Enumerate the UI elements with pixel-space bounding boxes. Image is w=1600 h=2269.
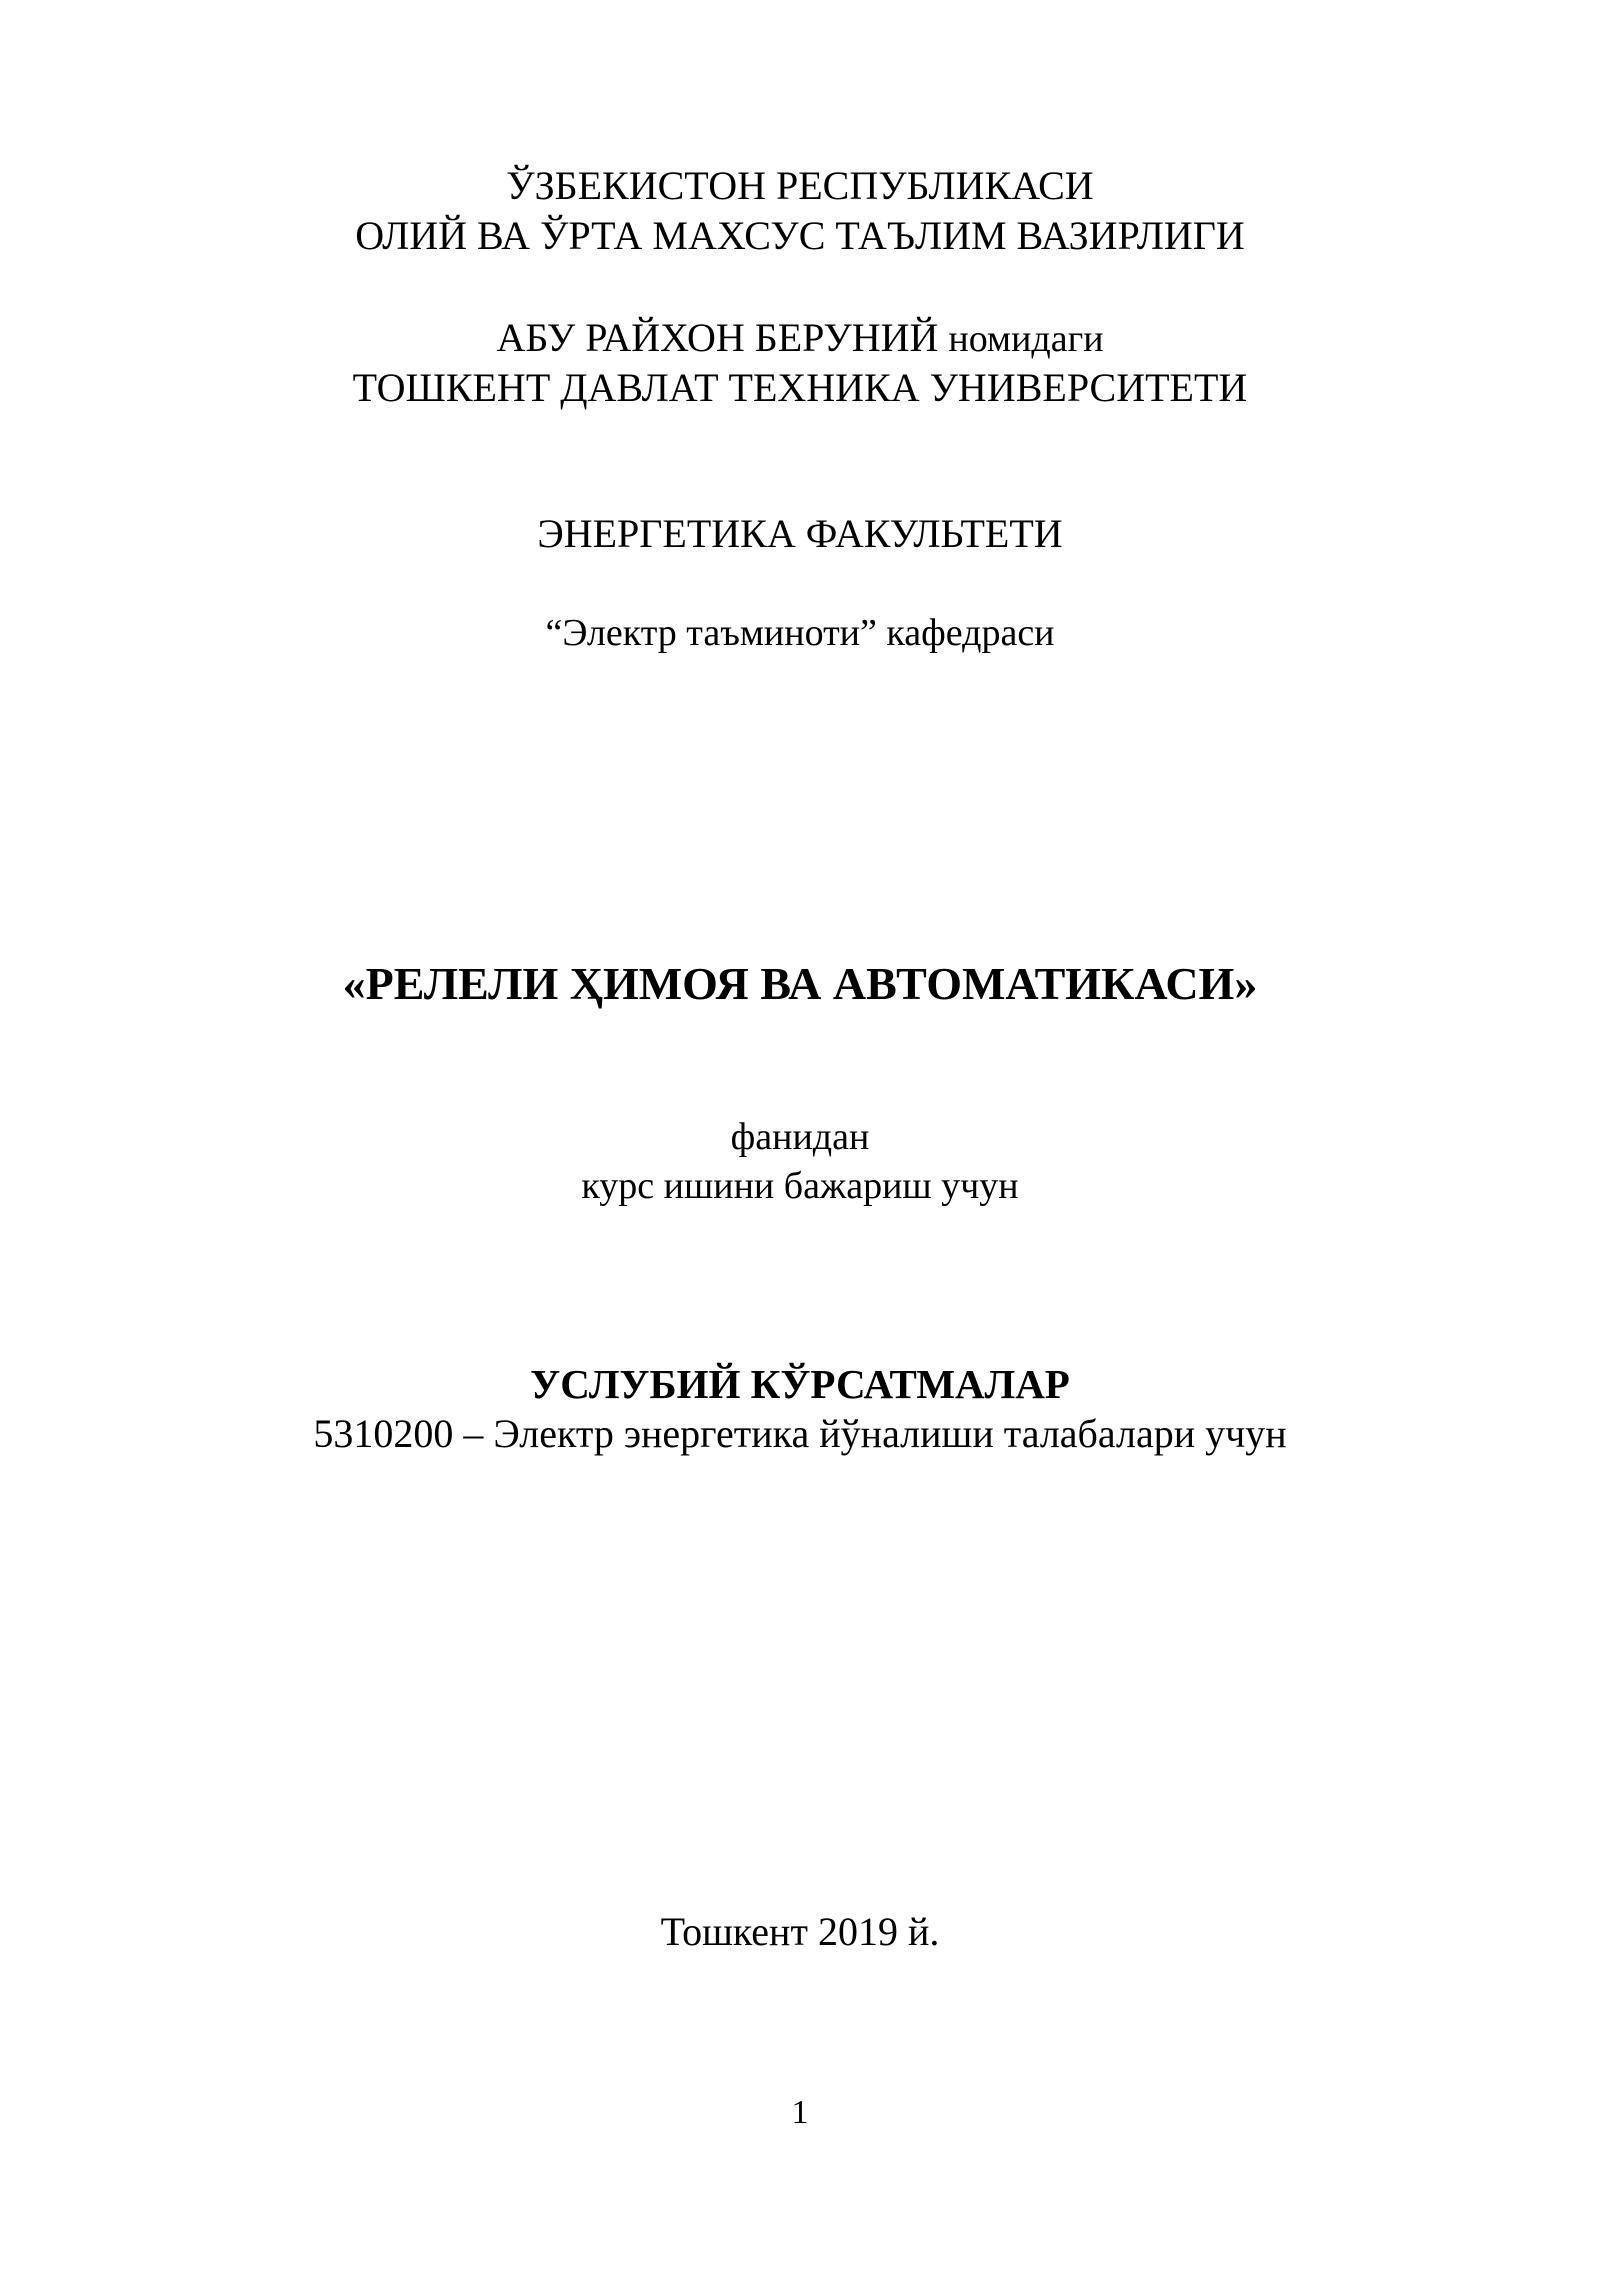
purpose-line-1: фанидан [730, 1116, 870, 1158]
university-name-line: ТОШКЕНТ ДАВЛАТ ТЕХНИКА УНИВЕРСИТЕТИ [352, 365, 1248, 410]
place-year-line: Тошкент 2019 й. [660, 1909, 940, 1954]
university-prefix-line [0, 315, 1600, 360]
university-prefix-lower: номидаги [948, 318, 1104, 360]
purpose-line-2: курс ишини бажариш учун [581, 1165, 1019, 1207]
university-prefix-caps: АБУ РАЙХОН БЕРУНИЙ [496, 315, 939, 360]
audience-line: 5310200 – Электр энергетика йўналиши талабалари учун [313, 1411, 1287, 1456]
department-line: “Электр таъминоти” кафедраси [545, 612, 1055, 654]
republic-line: ЎЗБЕКИСТОН РЕСПУБЛИКАСИ [506, 163, 1094, 208]
page-number: 1 [791, 2094, 809, 2131]
ministry-line: ОЛИЙ ВА ЎРТА МАХСУС ТАЪЛИМ ВАЗИРЛИГИ [355, 213, 1245, 258]
subject-title: «РЕЛЕЛИ ҲИМОЯ ВА АВТОМАТИКАСИ» [342, 958, 1258, 1009]
faculty-line: ЭНЕРГЕТИКА ФАКУЛЬТЕТИ [537, 511, 1063, 556]
doc-type-heading: УСЛУБИЙ КЎРСАТМАЛАР [530, 1361, 1070, 1407]
